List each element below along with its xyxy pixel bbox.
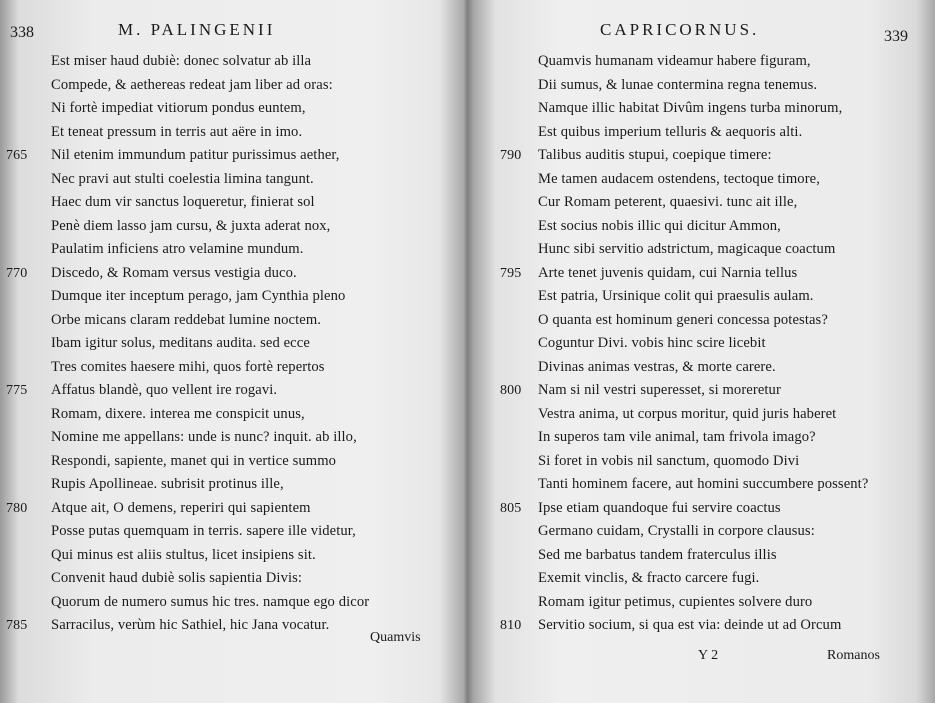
line-number: 790: [500, 148, 522, 163]
verse-line: [6, 285, 456, 309]
verse-line: [500, 215, 932, 239]
verse-line: [6, 544, 456, 568]
verse-line: [500, 191, 932, 215]
verse-line: [500, 614, 932, 638]
verse-text: O quanta est hominum generi concessa potestas?: [538, 311, 828, 328]
verse-text: Est patria, Ursinique colit qui praesulis aulam.: [538, 288, 814, 304]
verse-line: [6, 473, 456, 497]
line-number: 765: [6, 148, 28, 163]
verse-line: [500, 356, 932, 380]
verse-text: Romam igitur petimus, cupientes solvere duro: [538, 593, 813, 610]
line-number: 785: [6, 618, 28, 633]
verse-text: Rupis Apollineae. subrisit protinus ille,: [51, 476, 284, 492]
verse-line: [6, 50, 456, 74]
verse-line: [6, 379, 456, 403]
catchword: Romanos: [827, 648, 880, 663]
verse-text: Quorum de numero sumus hic tres. namque ego dicor: [51, 593, 370, 610]
verse-text: Ipse etiam quandoque fui servire coactus: [538, 499, 781, 516]
verse-text: Qui minus est aliis stultus, licet insipiens sit.: [51, 546, 316, 563]
verse-text: Penè diem lasso jam cursu, & juxta aderat nox,: [51, 217, 331, 234]
verse-block: [500, 50, 932, 638]
line-number: 800: [500, 383, 522, 398]
verse-text: Ibam igitur solus, meditans audita. sed ecce: [51, 335, 310, 351]
verse-text: Nil etenim immundum patitur purissimus aether,: [51, 147, 340, 163]
verse-line: [6, 356, 456, 380]
catchword: Quamvis: [370, 630, 421, 645]
verse-line: [500, 309, 932, 333]
verse-line: [500, 50, 932, 74]
verse-line: [500, 473, 932, 497]
verse-text: Respondi, sapiente, manet qui in vertice summo: [51, 452, 337, 469]
verse-text: Hunc sibi servitio adstrictum, magicaque coactum: [538, 241, 836, 257]
verse-text: Namque illic habitat Divûm ingens turba minorum,: [538, 100, 843, 116]
line-number: 775: [6, 383, 28, 398]
verse-line: [500, 544, 932, 568]
verse-text: Atque ait, O demens, reperiri qui sapientem: [51, 499, 311, 516]
verse-line: [6, 591, 456, 615]
verse-line: [6, 97, 456, 121]
verse-text: Divinas animas vestras, & morte carere.: [538, 358, 776, 375]
verse-text: Me tamen audacem ostendens, tectoque timore,: [538, 170, 820, 187]
running-head: CAPRICORNUS.: [600, 20, 760, 39]
verse-line: [500, 262, 932, 286]
signature-mark: Y 2: [698, 648, 719, 663]
verse-line: [6, 497, 456, 521]
verse-text: Est miser haud dubiè: donec solvatur ab illa: [51, 53, 312, 69]
line-number: 810: [500, 618, 522, 633]
verse-text: Coguntur Divi. vobis hinc scire licebit: [538, 335, 766, 351]
verse-line: [500, 450, 932, 474]
verse-text: Romam, dixere. interea me conspicit unus,: [51, 405, 305, 422]
verse-text: Paulatim inficiens atro velamine mundum.: [51, 241, 304, 257]
verse-line: [500, 168, 932, 192]
verse-text: Orbe micans claram reddebat lumine noctem.: [51, 311, 322, 328]
verse-text: Est quibus imperium telluris & aequoris alti.: [538, 123, 803, 140]
verse-line: [500, 121, 932, 145]
verse-text: Arte tenet juvenis quidam, cui Narnia tellus: [538, 264, 798, 281]
verse-line: [500, 379, 932, 403]
verse-text: Posse putas quemquam in terris. sapere ille videtur,: [51, 523, 356, 539]
verse-text: Haec dum vir sanctus loqueretur, finierat sol: [51, 194, 315, 210]
verse-line: [500, 567, 932, 591]
verse-text: In superos tam vile animal, tam frivola imago?: [538, 429, 816, 445]
page-number: 338: [10, 24, 34, 41]
verse-line: [6, 168, 456, 192]
verse-text: Sarracilus, verùm hic Sathiel, hic Jana vocatur.: [51, 617, 330, 633]
verse-text: Vestra anima, ut corpus moritur, quid juris haberet: [538, 405, 837, 422]
verse-text: Quamvis humanam videamur habere figuram,: [538, 53, 811, 69]
verse-line: [500, 285, 932, 309]
verse-line: [500, 144, 932, 168]
verse-text: Exemit vinclis, & fracto carcere fugi.: [538, 570, 760, 586]
verse-line: [6, 215, 456, 239]
page-number: 339: [884, 28, 908, 45]
verse-text: Dii sumus, & lunae contermina regna tenemus.: [538, 76, 818, 93]
verse-text: Discedo, & Romam versus vestigia duco.: [51, 264, 297, 281]
verse-block: [6, 50, 456, 638]
line-number: 770: [6, 265, 28, 281]
verse-line: [500, 497, 932, 521]
verse-line: [6, 450, 456, 474]
verse-line: [6, 332, 456, 356]
verse-text: Si foret in vobis nil sanctum, quomodo Divi: [538, 452, 800, 469]
verse-text: Ni fortè impediat vitiorum pondus euntem,: [51, 100, 306, 116]
verse-text: Servitio socium, si qua est via: deinde ut ad Orcum: [538, 617, 842, 633]
verse-line: [6, 191, 456, 215]
right-page: [470, 0, 935, 703]
verse-text: Talibus auditis stupui, coepique timere:: [538, 147, 772, 163]
verse-text: Convenit haud dubiè solis sapientia Divis:: [51, 570, 303, 586]
verse-text: Tres comites haesere mihi, quos fortè repertos: [51, 358, 325, 375]
line-number: 805: [500, 500, 522, 516]
left-page: [0, 0, 462, 703]
verse-line: [6, 74, 456, 98]
verse-line: [6, 567, 456, 591]
verse-line: [500, 426, 932, 450]
verse-text: Nomine me appellans: unde is nunc? inquit. ab illo,: [51, 429, 357, 445]
verse-line: [6, 426, 456, 450]
line-number: 780: [6, 500, 28, 516]
verse-line: [500, 332, 932, 356]
verse-line: [6, 520, 456, 544]
verse-line: [500, 591, 932, 615]
verse-text: Dumque iter inceptum perago, jam Cynthia pleno: [51, 288, 346, 304]
verse-line: [500, 74, 932, 98]
verse-text: Affatus blandè, quo vellent ire rogavi.: [51, 382, 278, 398]
verse-line: [6, 262, 456, 286]
verse-text: Nec pravi aut stulti coelestia limina tangunt.: [51, 170, 314, 187]
verse-line: [500, 238, 932, 262]
verse-text: Sed me barbatus tandem fraterculus illis: [538, 546, 777, 563]
verse-line: [500, 403, 932, 427]
verse-line: [6, 309, 456, 333]
verse-line: [6, 144, 456, 168]
verse-line: [500, 520, 932, 544]
verse-text: Cur Romam peterent, quaesivi. tunc ait ille,: [538, 194, 798, 210]
running-head: M. PALINGENII: [118, 20, 276, 39]
verse-line: [500, 97, 932, 121]
verse-line: [6, 121, 456, 145]
line-number: 795: [500, 265, 522, 281]
verse-text: Germano cuidam, Crystalli in corpore clausus:: [538, 523, 815, 539]
verse-text: Compede, & aethereas redeat jam liber ad oras:: [51, 76, 333, 93]
verse-text: Nam si nil vestri superesset, si moreretur: [538, 382, 781, 398]
verse-text: Est socius nobis illic qui dicitur Ammon,: [538, 217, 781, 234]
verse-line: [6, 238, 456, 262]
verse-text: Tanti hominem facere, aut homini succumbere possent?: [538, 476, 869, 492]
verse-text: Et teneat pressum in terris aut aëre in imo.: [51, 123, 303, 140]
verse-line: [6, 403, 456, 427]
